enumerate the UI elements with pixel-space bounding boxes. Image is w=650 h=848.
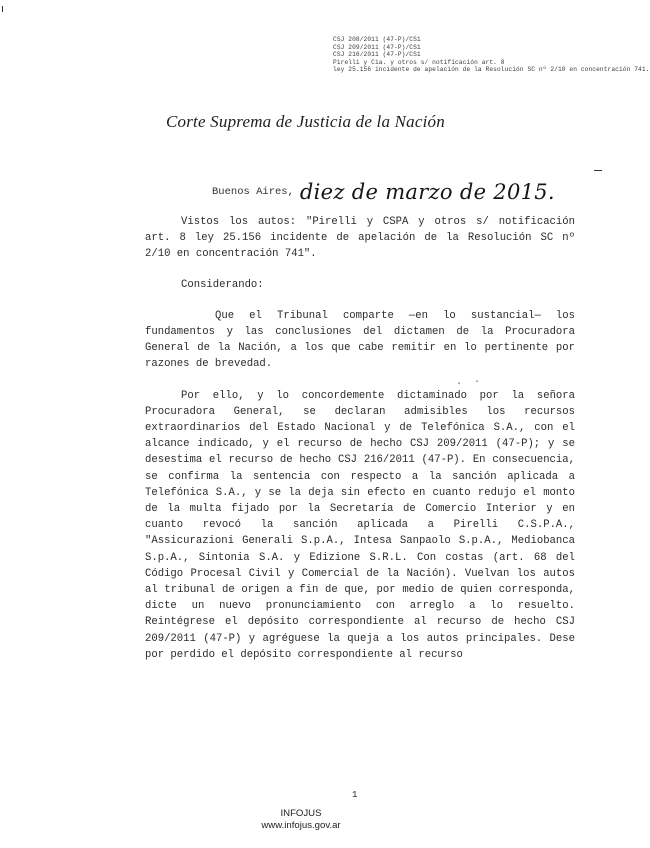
right-edge-mark <box>594 170 602 171</box>
case-ref-line: CSJ 208/2011 (47-P)/CS1 <box>333 36 421 43</box>
court-title: Corte Suprema de Justicia de la Nación <box>166 112 445 131</box>
case-reference-header <box>333 36 650 74</box>
case-ref-line: ley 25.156 incidente de apelación de la Resolución SC nº 2/10 en concentración 741. <box>333 66 650 74</box>
date-city: Buenos Aires, <box>212 186 294 198</box>
left-edge-mark <box>2 6 3 12</box>
vistos-paragraph: Vistos los autos: "Pirelli y CSPA y otros s/ notificación art. 8 ley 25.156 incidente de apelación de la Resolución SC nº 2/10 en concentración 741". <box>145 216 575 261</box>
handwritten-date: diez de marzo de 2015. <box>299 180 555 204</box>
considerando-heading: Considerando: <box>181 278 264 291</box>
considerando-paragraph: Que el Tribunal comparte —en lo sustancial— los fundamentos y las conclusiones del dictamen de la Procuradora General de la Nación, a los que cabe remitir en lo pertinente por razones de brevedad. <box>145 309 575 371</box>
date-line <box>212 180 555 204</box>
page-number: 1 <box>352 790 358 800</box>
case-ref-line: CSJ 216/2011 (47-P)/CS1 <box>333 51 421 59</box>
case-ref-line: Pirelli y Cia. y otros s/ notificación art. 8 <box>333 58 505 66</box>
ruling-body <box>145 214 575 663</box>
case-ref-line: CSJ 209/2011 (47-P)/CS1 <box>333 43 421 51</box>
resolution-paragraph: Por ello, y lo concordemente dictaminado por la señora Procuradora General, se declaran admisibles los recursos extraordinarios del Estado Nacional y de Telefónica S.A., con el alcance indicado, y el recurso de hecho CSJ 209/2011 (47-P); y se desestima el recurso de hecho CSJ 216/2011 (47-P). En consecuencia, se confirma la sentencia con respecto a la sanción aplicada a Telefónica S.A., y se la deja sin efecto en cuanto redujo el monto de la multa fijado por la Secretaría de Comercio Interior y en cuanto revocó la sanción aplicada a Pirelli C.S.P.A., "Assicurazioni Generali S.p.A., Intesa Sanpaolo S.p.A., Mediobanca S.p.A., Sintonia S.A. y Edizione S.R.L. Con costas (art. 68 del Código Procesal Civil y Comercial de la Nación). Vuelvan los autos al tribunal de origen a fin de que, por medio de quien corresponda, dicte un nuevo pronunciamiento con arreglo a lo resuelto. Reintégrese el depósito correspondiente al recurso de hecho CSJ 209/2011 (47-P) y agréguese la queja a los autos principales. Dese por perdido el depósito correspondiente al recurso <box>145 389 575 661</box>
stray-marks: . · <box>456 377 484 388</box>
footer <box>0 808 602 832</box>
footer-url: www.infojus.gov.ar <box>261 820 341 831</box>
footer-brand: INFOJUS <box>280 808 322 819</box>
